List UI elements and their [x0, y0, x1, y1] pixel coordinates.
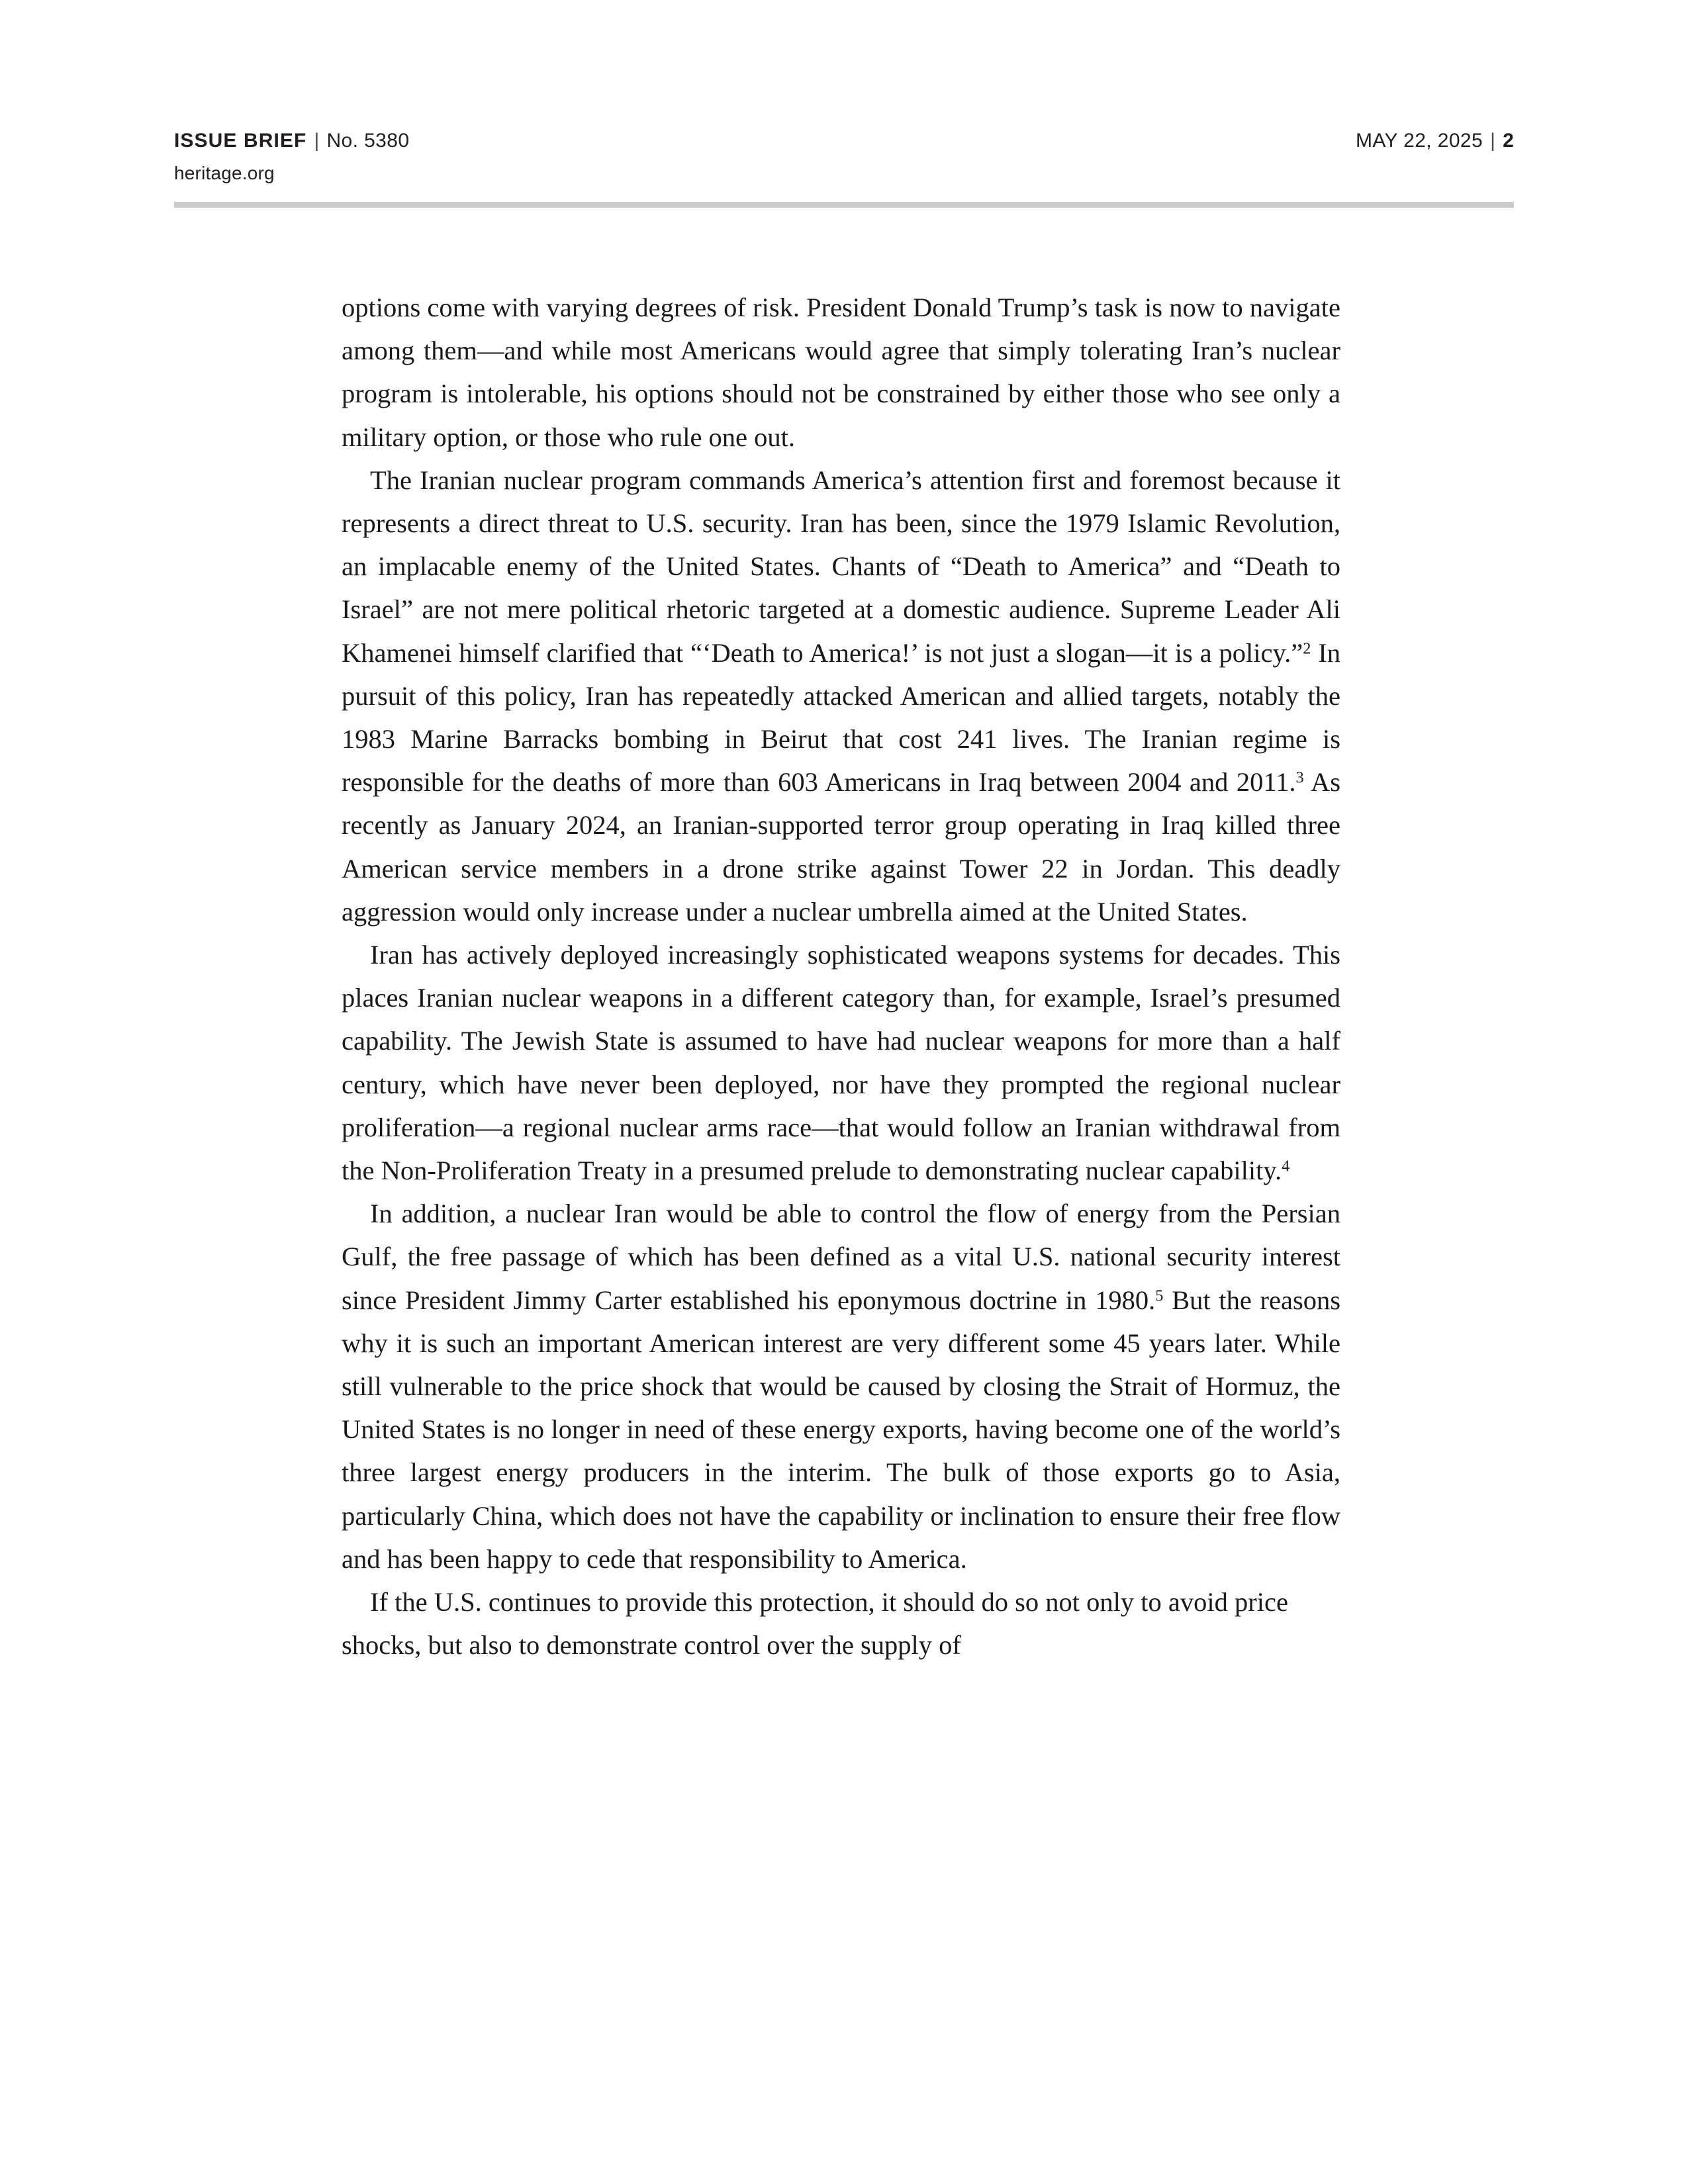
publication-date: MAY 22, 2025 — [1355, 130, 1483, 152]
paragraph-options-risk: options come with varying degrees of risk. President Donald Trump’s task is now to navigate among them—and while most Americans would agree that simply tolerating Iran’s nuclear program is intolerable, his options should not be constrained by either those who see only a military option, or those who rule one out. — [342, 293, 1340, 452]
header-separator-right: | — [1490, 130, 1496, 152]
paragraph-text-segment: As recently as January 2024, an Iranian-supported terror group operating in Iraq killed three American service members in a drone strike against Tower 22 in Jordan. This deadly aggression would only increase under a nuclear umbrella aimed at the United States. — [342, 767, 1341, 927]
paragraph-text-segment: Iran has actively deployed increasingly sophisticated weapons systems for decades. This places Iranian nuclear weapons in a different category than, for example, Israel’s presumed capability. The Jewish State is assumed to have had nuclear weapons for more than a half century, which have never been deployed, nor have they prompted the regional nuclear proliferation—a regional nuclear arms race—that would follow an Iranian withdrawal from the Non-Proliferation Treaty in a presumed prelude to demonstrating nuclear capability. — [342, 940, 1340, 1186]
paragraph-iranian-nuclear-program — [342, 459, 1340, 933]
footnote-marker-2[interactable]: 2 — [1303, 639, 1311, 657]
footnote-marker-3[interactable]: 3 — [1295, 768, 1304, 787]
paragraph-text-segment: But the reasons why it is such an important American interest are very different some 45 years later. While still vulnerable to the price shock that would be caused by closing the Strait of Hormuz, the United States is no longer in need of these energy exports, having become one of the world’s three largest energy producers in the interim. The bulk of those exports go to Asia, particularly China, which does not have the capability or inclination to ensure their free flow and has been happy to cede that responsibility to America. — [342, 1285, 1340, 1574]
footnote-marker-5[interactable]: 5 — [1155, 1287, 1164, 1305]
paragraph-weapons-systems — [342, 933, 1340, 1192]
page-header — [174, 130, 1514, 203]
header-left-group — [174, 130, 409, 152]
publication-label: ISSUE BRIEF — [174, 130, 307, 152]
paragraph-flow-of-energy — [342, 1192, 1340, 1580]
header-right-group — [1356, 130, 1514, 152]
issue-number: No. 5380 — [326, 130, 410, 152]
header-divider-rule — [174, 202, 1514, 208]
paragraph-protection: If the U.S. continues to provide this protection, it should do so not only to avoid price shocks, but also to demonstrate control over the supply of — [342, 1587, 1288, 1661]
paragraph-text-segment: In pursuit of this policy, Iran has repeatedly attacked American and allied targets, notably the 1983 Marine Barracks bombing in Beirut that cost 241 lives. The Iranian regime is responsible for the deaths of more than 603 Americans in Iraq between 2004 and 2011. — [342, 637, 1340, 797]
website-url: heritage.org — [174, 163, 275, 183]
paragraph-text-segment: The Iranian nuclear program commands America’s attention first and foremost because it represents a direct threat to U.S. security. Iran has been, since the 1979 Islamic Revolution, an implacable enemy of the United States. Chants of “Death to America” and “Death to Israel” are not mere political rhetoric targeted at a domestic audience. Supreme Leader Ali Khamenei himself clarified that “‘Death to America!’ is not just a slogan—it is a policy.” — [342, 465, 1340, 668]
footnote-marker-4[interactable]: 4 — [1282, 1157, 1290, 1175]
header-row — [174, 130, 1514, 161]
paragraph-text-segment: In addition, a nuclear Iran would be able to control the flow of energy from the Persian Gulf, the free passage of which has been defined as a vital U.S. national security interest since President Jimmy Carter established his eponymous doctrine in 1980. — [342, 1199, 1340, 1315]
body-text-column — [342, 286, 1340, 1667]
page-number: 2 — [1503, 130, 1514, 152]
header-separator-left: | — [314, 130, 320, 152]
